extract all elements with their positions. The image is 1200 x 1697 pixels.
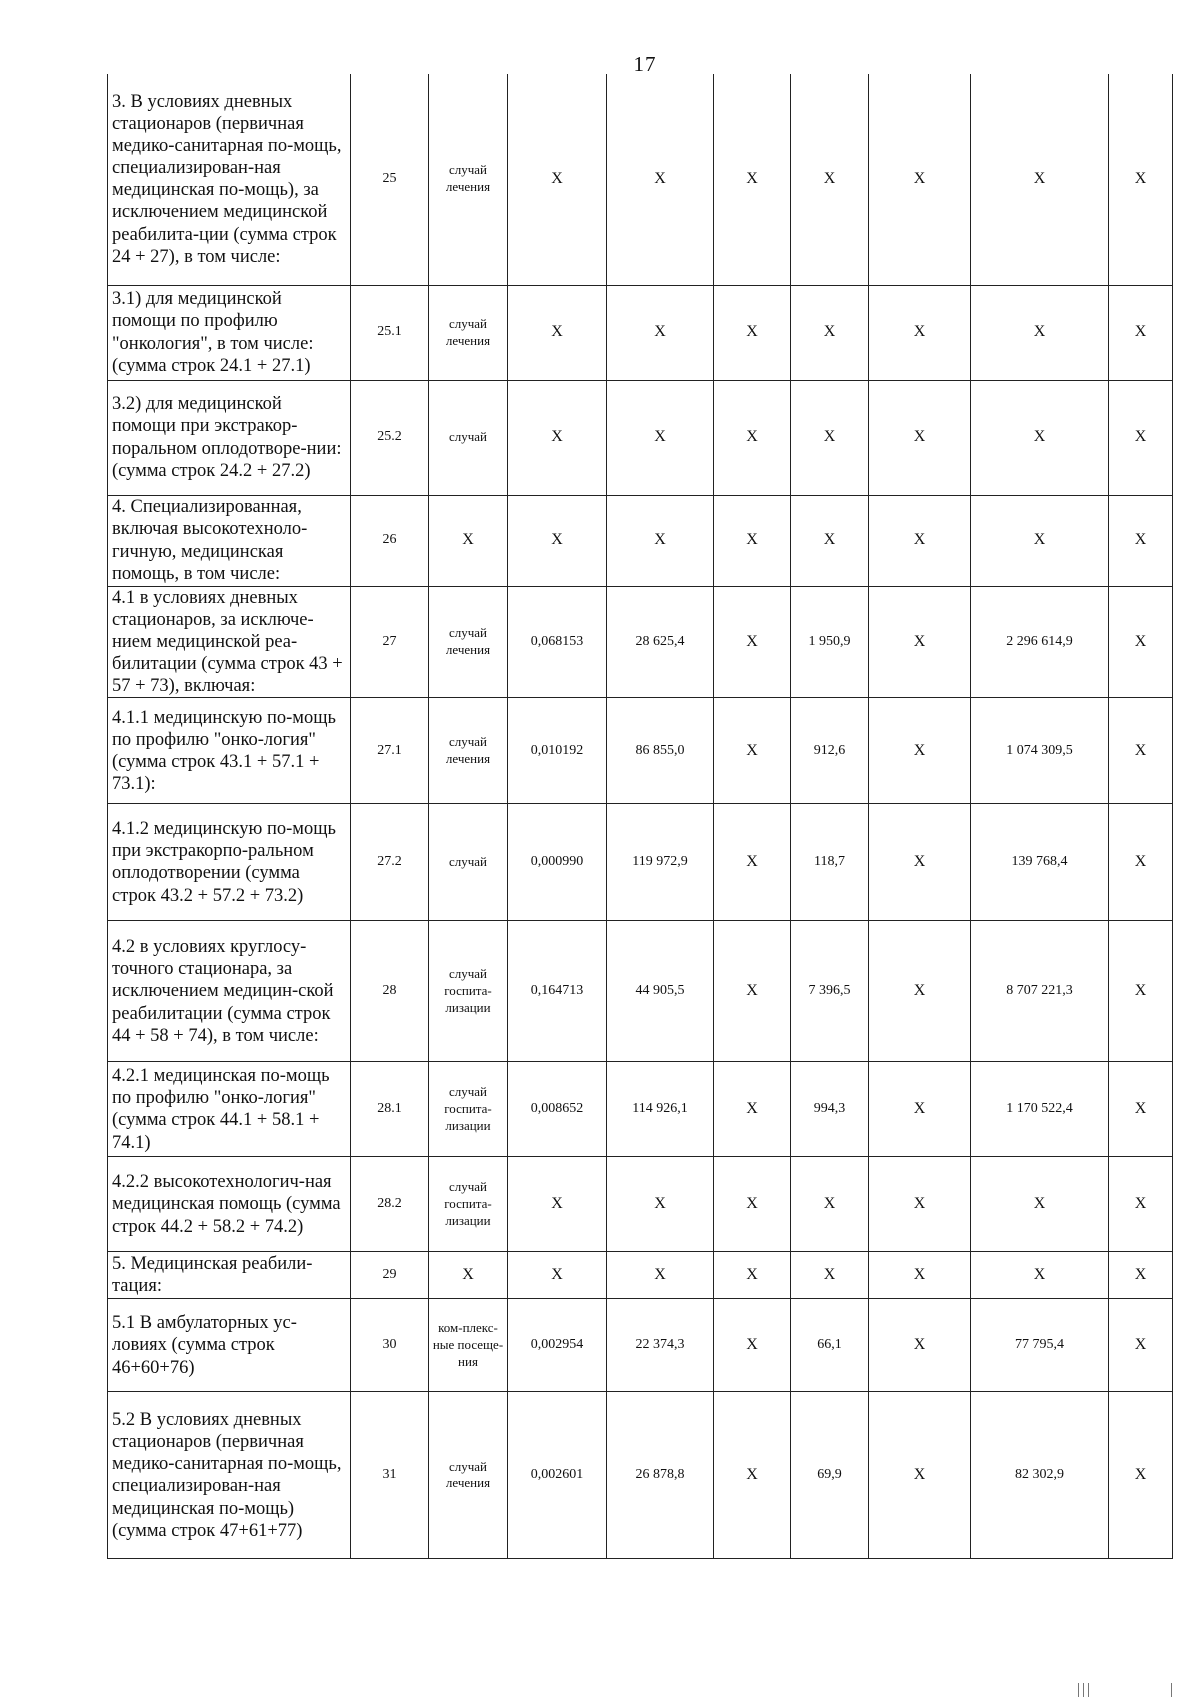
- table-row: [108, 1062, 1173, 1157]
- row-unit: случай госпита-лизации: [429, 1062, 508, 1157]
- cell-c5: Х: [714, 1252, 791, 1299]
- table-row: [108, 1157, 1173, 1252]
- row-name: 4.2 в условиях круглосу-точного стационара, за исключением медицин-ской реабилитации (сумма строк 44 + 58 + 74), в том числе:: [108, 921, 351, 1062]
- cell-c5: Х: [714, 74, 791, 285]
- cell-c3: 0,000990: [508, 804, 607, 921]
- table-row: [108, 1299, 1173, 1392]
- cell-c6: 69,9: [791, 1392, 869, 1559]
- cell-c6: Х: [791, 1252, 869, 1299]
- row-code: 27: [351, 586, 429, 698]
- cell-c5: Х: [714, 586, 791, 698]
- cell-c7: Х: [869, 495, 971, 586]
- row-code: 25.1: [351, 285, 429, 380]
- table-row: [108, 1392, 1173, 1559]
- cell-c8: Х: [971, 380, 1109, 495]
- cell-c5: Х: [714, 380, 791, 495]
- row-unit: случай лечения: [429, 74, 508, 285]
- cell-c7: Х: [869, 1392, 971, 1559]
- table-row: [108, 698, 1173, 804]
- row-code: 27.2: [351, 804, 429, 921]
- cell-c8: 77 795,4: [971, 1299, 1109, 1392]
- row-code: 30: [351, 1299, 429, 1392]
- cell-c4: Х: [607, 1157, 714, 1252]
- row-name: 4. Специализированная, включая высокотехноло-гичную, медицинская помощь, в том числе:: [108, 495, 351, 586]
- cell-c4: 44 905,5: [607, 921, 714, 1062]
- cell-c8: Х: [971, 74, 1109, 285]
- table-row: [108, 1252, 1173, 1299]
- row-name: 4.1.2 медицинскую по-мощь при экстракорпо-ральном оплодотворении (сумма строк 43.2 + 57.2 + 73.2): [108, 804, 351, 921]
- row-unit: ком-плекс-ные посеще-ния: [429, 1299, 508, 1392]
- cell-c9: Х: [1109, 804, 1173, 921]
- row-code: 28.2: [351, 1157, 429, 1252]
- row-name: 3.1) для медицинской помощи по профилю "онкология", в том числе: (сумма строк 24.1 + 27.1): [108, 285, 351, 380]
- cell-c7: Х: [869, 380, 971, 495]
- cell-c6: 7 396,5: [791, 921, 869, 1062]
- cell-c6: Х: [791, 74, 869, 285]
- cell-c9: Х: [1109, 586, 1173, 698]
- row-unit: случай лечения: [429, 586, 508, 698]
- table-row: [108, 74, 1173, 285]
- cell-c3: Х: [508, 74, 607, 285]
- row-name: 5.2 В условиях дневных стационаров (первичная медико-санитарная по-мощь, специализирован-ная медицинская по-мощь) (сумма строк 47+61+77): [108, 1392, 351, 1559]
- row-unit: Х: [429, 495, 508, 586]
- cell-c5: Х: [714, 698, 791, 804]
- cell-c8: 82 302,9: [971, 1392, 1109, 1559]
- cell-c5: Х: [714, 804, 791, 921]
- cell-c9: Х: [1109, 1299, 1173, 1392]
- cell-c8: 8 707 221,3: [971, 921, 1109, 1062]
- row-code: 25: [351, 74, 429, 285]
- cell-c9: Х: [1109, 1062, 1173, 1157]
- cell-c7: Х: [869, 74, 971, 285]
- row-unit: случай: [429, 380, 508, 495]
- row-unit: случай госпита-лизации: [429, 1157, 508, 1252]
- scan-edge-mark: [1088, 1683, 1089, 1697]
- row-name: 4.1 в условиях дневных стационаров, за исключе-нием медицинской реа-билитации (сумма строк 43 + 57 + 73), включая:: [108, 586, 351, 698]
- row-name: 4.1.1 медицинскую по-мощь по профилю "онко-логия" (сумма строк 43.1 + 57.1 + 73.1):: [108, 698, 351, 804]
- cell-c5: Х: [714, 1392, 791, 1559]
- cell-c8: Х: [971, 495, 1109, 586]
- cell-c8: Х: [971, 1252, 1109, 1299]
- cell-c7: Х: [869, 804, 971, 921]
- row-unit: случай лечения: [429, 285, 508, 380]
- row-unit: случай лечения: [429, 1392, 508, 1559]
- row-code: 28: [351, 921, 429, 1062]
- cell-c4: 22 374,3: [607, 1299, 714, 1392]
- row-name: 5. Медицинская реабили-тация:: [108, 1252, 351, 1299]
- row-name: 4.2.1 медицинская по-мощь по профилю "онко-логия" (сумма строк 44.1 + 58.1 + 74.1): [108, 1062, 351, 1157]
- cell-c9: Х: [1109, 1392, 1173, 1559]
- page-number: 17: [633, 52, 657, 76]
- table-row: [108, 586, 1173, 698]
- row-name: 5.1 В амбулаторных ус-ловиях (сумма строк 46+60+76): [108, 1299, 351, 1392]
- cell-c3: 0,002954: [508, 1299, 607, 1392]
- scan-edge-mark: [1083, 1683, 1084, 1697]
- cell-c9: Х: [1109, 1157, 1173, 1252]
- cell-c3: Х: [508, 380, 607, 495]
- row-code: 29: [351, 1252, 429, 1299]
- cell-c5: Х: [714, 1157, 791, 1252]
- cell-c6: 994,3: [791, 1062, 869, 1157]
- cell-c4: Х: [607, 495, 714, 586]
- cell-c3: 0,164713: [508, 921, 607, 1062]
- cell-c8: 2 296 614,9: [971, 586, 1109, 698]
- row-code: 25.2: [351, 380, 429, 495]
- cell-c3: 0,002601: [508, 1392, 607, 1559]
- cell-c5: Х: [714, 1062, 791, 1157]
- cell-c7: Х: [869, 586, 971, 698]
- cell-c8: 1 074 309,5: [971, 698, 1109, 804]
- cell-c7: Х: [869, 1299, 971, 1392]
- cell-c4: Х: [607, 380, 714, 495]
- row-name: 3.2) для медицинской помощи при экстракор-поральном оплодотворе-нии: (сумма строк 24.2 + 27.2): [108, 380, 351, 495]
- cell-c8: Х: [971, 1157, 1109, 1252]
- table-row: [108, 285, 1173, 380]
- cell-c5: Х: [714, 495, 791, 586]
- row-code: 27.1: [351, 698, 429, 804]
- cell-c7: Х: [869, 1252, 971, 1299]
- cell-c3: Х: [508, 1252, 607, 1299]
- cell-c4: 114 926,1: [607, 1062, 714, 1157]
- cell-c4: Х: [607, 74, 714, 285]
- cell-c9: Х: [1109, 285, 1173, 380]
- cell-c6: 912,6: [791, 698, 869, 804]
- cell-c7: Х: [869, 285, 971, 380]
- cell-c3: Х: [508, 1157, 607, 1252]
- cell-c3: Х: [508, 495, 607, 586]
- cell-c7: Х: [869, 1157, 971, 1252]
- cell-c6: Х: [791, 1157, 869, 1252]
- cell-c8: Х: [971, 285, 1109, 380]
- row-code: 28.1: [351, 1062, 429, 1157]
- row-unit: случай лечения: [429, 698, 508, 804]
- row-unit: случай: [429, 804, 508, 921]
- cell-c6: 118,7: [791, 804, 869, 921]
- cell-c4: Х: [607, 1252, 714, 1299]
- cell-c4: 26 878,8: [607, 1392, 714, 1559]
- cell-c6: 1 950,9: [791, 586, 869, 698]
- cell-c5: Х: [714, 1299, 791, 1392]
- cell-c5: Х: [714, 921, 791, 1062]
- data-table: [107, 74, 1173, 1559]
- row-unit: Х: [429, 1252, 508, 1299]
- scan-edge-mark: [1078, 1683, 1079, 1697]
- cell-c8: 139 768,4: [971, 804, 1109, 921]
- cell-c4: 28 625,4: [607, 586, 714, 698]
- cell-c9: Х: [1109, 921, 1173, 1062]
- row-code: 26: [351, 495, 429, 586]
- cell-c5: Х: [714, 285, 791, 380]
- cell-c4: Х: [607, 285, 714, 380]
- cell-c3: 0,068153: [508, 586, 607, 698]
- cell-c3: Х: [508, 285, 607, 380]
- cell-c6: Х: [791, 380, 869, 495]
- row-code: 31: [351, 1392, 429, 1559]
- cell-c4: 119 972,9: [607, 804, 714, 921]
- cell-c9: Х: [1109, 380, 1173, 495]
- cell-c9: Х: [1109, 698, 1173, 804]
- cell-c6: Х: [791, 285, 869, 380]
- cell-c6: Х: [791, 495, 869, 586]
- cell-c9: Х: [1109, 74, 1173, 285]
- cell-c4: 86 855,0: [607, 698, 714, 804]
- cell-c3: 0,008652: [508, 1062, 607, 1157]
- table-row: [108, 380, 1173, 495]
- cell-c7: Х: [869, 698, 971, 804]
- cell-c3: 0,010192: [508, 698, 607, 804]
- cell-c9: Х: [1109, 495, 1173, 586]
- row-name: 4.2.2 высокотехнологич-ная медицинская помощь (сумма строк 44.2 + 58.2 + 74.2): [108, 1157, 351, 1252]
- cell-c7: Х: [869, 1062, 971, 1157]
- cell-c6: 66,1: [791, 1299, 869, 1392]
- table-row: [108, 804, 1173, 921]
- row-name: 3. В условиях дневных стационаров (первичная медико-санитарная по-мощь, специализирован-ная медицинская по-мощь), за исключением медицинской реабилита-ции (сумма строк 24 + 27), в том числе:: [108, 74, 351, 285]
- scan-edge-mark: [1171, 1683, 1172, 1697]
- table-row: [108, 495, 1173, 586]
- cell-c8: 1 170 522,4: [971, 1062, 1109, 1157]
- cell-c7: Х: [869, 921, 971, 1062]
- row-unit: случай госпита-лизации: [429, 921, 508, 1062]
- table-row: [108, 921, 1173, 1062]
- cell-c9: Х: [1109, 1252, 1173, 1299]
